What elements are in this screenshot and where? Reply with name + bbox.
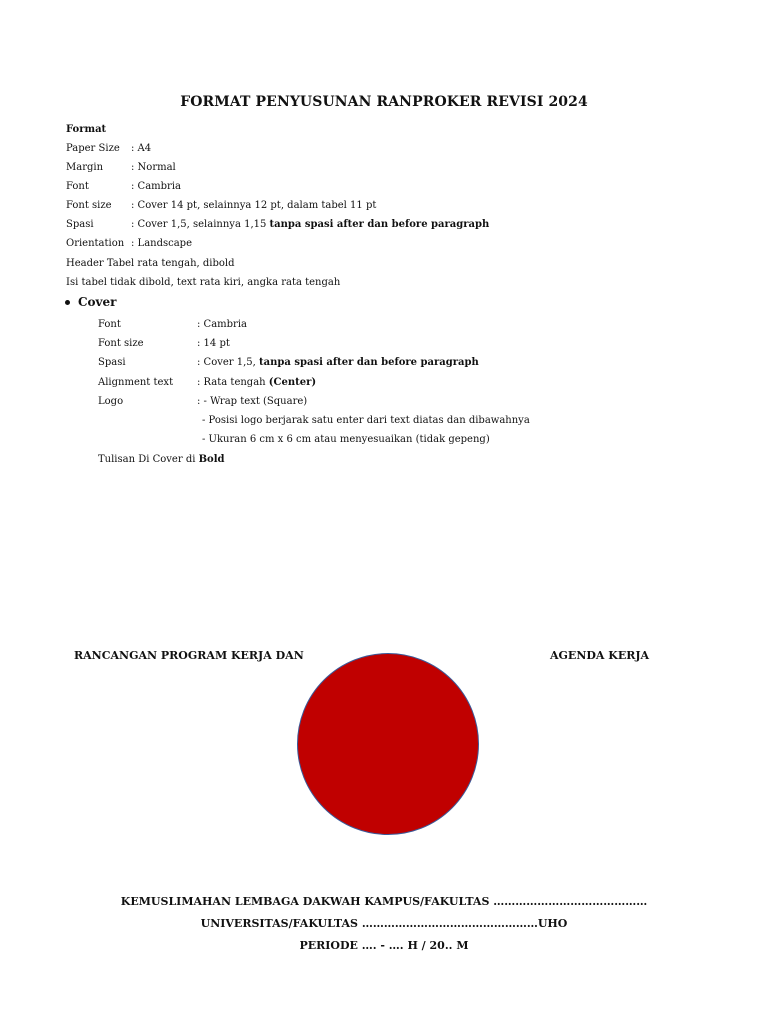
format-note-table: Isi tabel tidak dibold, text rata kiri, angka rata tengah — [66, 277, 341, 288]
format-value-paper-size: : A4 — [131, 143, 152, 154]
cover-bold-note: Tulisan Di Cover di Bold — [98, 454, 225, 465]
cover-example-left-title: RANCANGAN PROGRAM KERJA DAN — [74, 649, 304, 662]
format-key-font: Font — [66, 181, 89, 192]
cover-value-alignment: : Rata tengah (Center) — [197, 377, 317, 388]
format-key-margin: Margin — [66, 162, 104, 173]
format-value-spasi: : Cover 1,5, selainnya 1,15 tanpa spasi after dan before paragraph — [131, 219, 490, 230]
logo-detail-size: - Ukuran 6 cm x 6 cm atau menyesuaikan (tidak gepeng) — [202, 434, 490, 445]
logo-placeholder — [297, 653, 479, 835]
logo-detail-position: - Posisi logo berjarak satu enter dari text diatas dan dibawahnya — [202, 415, 530, 426]
cover-key-alignment: Alignment text — [98, 377, 174, 388]
format-key-font-size: Font size — [66, 200, 112, 211]
cover-footer-university: UNIVERSITAS/FAKULTAS …………………………………………UHO — [200, 917, 568, 930]
cover-value-font-size: : 14 pt — [197, 338, 230, 349]
format-value-margin: : Normal — [131, 162, 176, 173]
format-heading: Format — [66, 124, 107, 135]
cover-key-spasi: Spasi — [98, 357, 126, 368]
format-note-header: Header Tabel rata tengah, dibold — [66, 258, 235, 269]
cover-heading: Cover — [78, 295, 117, 309]
bullet-icon — [65, 300, 70, 305]
cover-key-font-size: Font size — [98, 338, 144, 349]
format-key-orientation: Orientation — [66, 238, 125, 249]
cover-key-font: Font — [98, 319, 121, 330]
format-value-orientation: : Landscape — [131, 238, 193, 249]
format-key-spasi: Spasi — [66, 219, 94, 230]
cover-value-font: : Cambria — [197, 319, 247, 330]
format-key-paper-size: Paper Size — [66, 143, 120, 154]
cover-footer-organization: KEMUSLIMAHAN LEMBAGA DAKWAH KAMPUS/FAKULTAS …………………………………… — [120, 895, 648, 908]
format-value-font-size: : Cover 14 pt, selainnya 12 pt, dalam tabel 11 pt — [131, 200, 377, 211]
cover-example-right-title: AGENDA KERJA — [550, 649, 650, 662]
format-value-font: : Cambria — [131, 181, 181, 192]
cover-footer-period: PERIODE …. - …. H / 20.. M — [299, 939, 469, 952]
document-title: FORMAT PENYUSUNAN RANPROKER REVISI 2024 — [180, 94, 588, 110]
cover-value-logo: : - Wrap text (Square) — [197, 396, 308, 407]
cover-value-spasi: : Cover 1,5, tanpa spasi after dan before paragraph — [197, 357, 479, 368]
cover-key-logo: Logo — [98, 396, 124, 407]
